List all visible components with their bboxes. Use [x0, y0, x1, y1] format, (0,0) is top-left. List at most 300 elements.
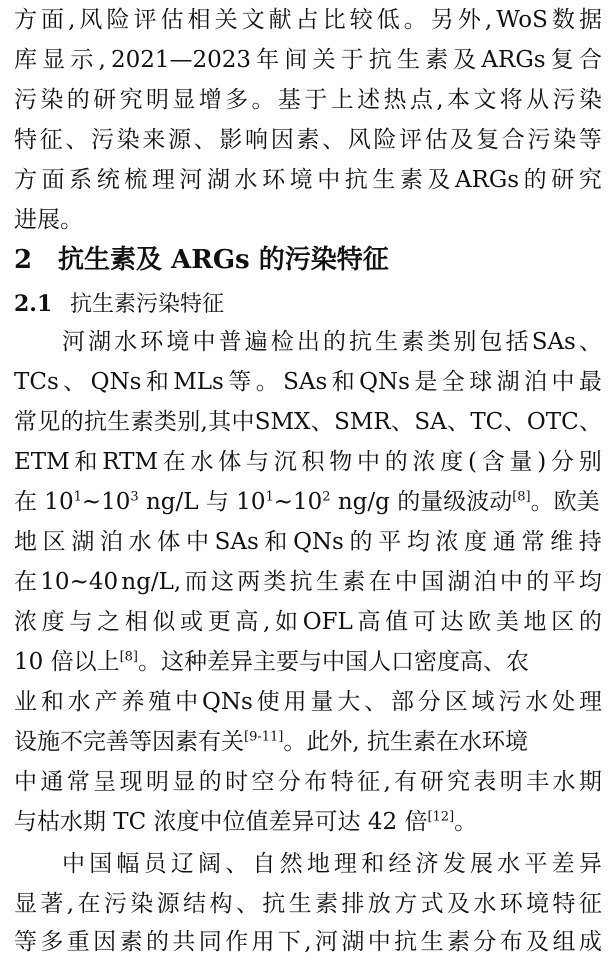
- glyph: 源: [156, 891, 180, 917]
- glyph: ,: [98, 47, 106, 73]
- glyph: 量: [310, 689, 334, 715]
- glyph: 的: [526, 569, 550, 595]
- glyph: 中: [317, 167, 341, 193]
- glyph: 排: [341, 891, 365, 917]
- glyph: SMX: [254, 409, 311, 435]
- glyph: 区: [551, 609, 575, 635]
- glyph: 研: [551, 167, 575, 193]
- glyph: 、: [322, 127, 346, 153]
- glyph: 殖: [148, 689, 172, 715]
- glyph: 的: [578, 609, 602, 635]
- glyph: 增: [198, 87, 222, 113]
- glyph: 员: [143, 851, 167, 877]
- glyph: 污: [527, 127, 551, 153]
- glyph: 污: [91, 127, 115, 153]
- glyph: 境: [289, 167, 313, 193]
- glyph: 检: [270, 329, 294, 355]
- glyph: 素: [296, 127, 320, 153]
- glyph: 来: [142, 127, 166, 153]
- glyph: 产: [94, 689, 118, 715]
- p1-line-1: [62, 322, 602, 362]
- glyph: 国: [89, 851, 113, 877]
- glyph: 、: [235, 891, 259, 917]
- glyph: ): [537, 449, 547, 475]
- glyph: 呈: [93, 769, 117, 795]
- glyph: 度: [440, 449, 464, 475]
- glyph: 文: [473, 87, 497, 113]
- glyph: 空: [251, 769, 275, 795]
- p1-line-9: [14, 642, 529, 682]
- glyph: 基: [277, 87, 301, 113]
- glyph: 点: [409, 87, 433, 113]
- glyph: 期: [578, 769, 602, 795]
- glyph: 、: [503, 409, 527, 435]
- glyph: 平: [552, 569, 576, 595]
- glyph: 估: [424, 127, 448, 153]
- glyph: 泊: [473, 569, 497, 595]
- glyph: 和: [264, 529, 288, 555]
- glyph: 普: [218, 329, 242, 355]
- glyph: 方: [14, 167, 37, 193]
- glyph: 下: [277, 929, 301, 955]
- glyph: 于: [304, 87, 328, 113]
- glyph: 生: [315, 569, 339, 595]
- glyph: 体: [218, 449, 242, 475]
- glyph: SAs: [531, 329, 576, 355]
- glyph: 显: [42, 47, 66, 73]
- glyph: 及: [427, 167, 451, 193]
- section-heading: [14, 238, 389, 282]
- p2-line-1: [62, 844, 602, 884]
- glyph: 间: [284, 47, 308, 73]
- glyph: OFL: [302, 609, 353, 635]
- glyph: SAs: [283, 369, 328, 395]
- intro-line-3: [14, 80, 602, 120]
- glyph: 于: [340, 47, 364, 73]
- text-span: 设施不完善等因素有关: [14, 729, 244, 755]
- glyph: 自: [252, 851, 276, 877]
- glyph: ,: [68, 7, 76, 33]
- glyph: 。: [403, 7, 427, 33]
- glyph: 占: [295, 7, 319, 33]
- glyph: 相: [124, 609, 148, 635]
- glyph: 述: [357, 87, 381, 113]
- glyph: ARGs: [455, 167, 520, 193]
- glyph: 污: [14, 87, 37, 113]
- glyph: SAs: [214, 529, 259, 555]
- glyph: 上: [330, 87, 354, 113]
- section-title: 抗生素及 ARGs 的污染特征: [58, 245, 389, 275]
- glyph: 持: [578, 529, 602, 555]
- p1-line-7: [14, 562, 602, 602]
- glyph: 通: [40, 769, 64, 795]
- glyph: 多: [40, 929, 64, 955]
- glyph: 素: [315, 891, 338, 917]
- glyph: 等: [228, 369, 252, 395]
- glyph: 高: [235, 609, 259, 635]
- glyph: 中: [175, 689, 199, 715]
- p1-line-6: [14, 522, 602, 562]
- glyph: 面: [41, 7, 65, 33]
- text-span: ~10: [81, 489, 131, 515]
- glyph: 显: [14, 891, 37, 917]
- glyph: 地: [523, 609, 547, 635]
- glyph: 湖: [88, 329, 112, 355]
- glyph: 中: [14, 769, 37, 795]
- glyph: 文: [241, 7, 265, 33]
- glyph: (: [468, 449, 477, 475]
- glyph: 方: [14, 7, 37, 33]
- glyph: ARGs: [481, 47, 546, 73]
- glyph: 相: [187, 7, 211, 33]
- glyph: 河: [179, 167, 203, 193]
- citation-ref[interactable]: [8]: [119, 649, 138, 665]
- glyph: 将: [499, 87, 523, 113]
- glyph: 地: [306, 851, 330, 877]
- p1-line-13: [14, 802, 477, 842]
- glyph: 湖: [206, 167, 230, 193]
- glyph: 染: [116, 127, 140, 153]
- glyph: 幅: [116, 851, 140, 877]
- glyph: 素: [425, 47, 449, 73]
- text-span: 。: [454, 809, 478, 835]
- glyph: 水: [473, 891, 497, 917]
- glyph: 评: [133, 7, 157, 33]
- glyph: 抗: [262, 891, 286, 917]
- glyph: 素: [119, 929, 143, 955]
- glyph: 共: [172, 929, 196, 955]
- glyph: 生: [288, 891, 312, 917]
- glyph: 的: [66, 87, 90, 113]
- glyph: 含: [481, 449, 505, 475]
- glyph: 本: [446, 87, 470, 113]
- p1-line-2: [14, 362, 602, 402]
- glyph: 水: [234, 167, 258, 193]
- glyph: 估: [160, 7, 184, 33]
- glyph: 险: [106, 7, 130, 33]
- glyph: 别: [578, 449, 602, 475]
- glyph: 类: [427, 329, 451, 355]
- glyph: 献: [268, 7, 292, 33]
- glyph: 养: [121, 689, 145, 715]
- glyph: 时: [225, 769, 249, 795]
- glyph: 因: [270, 127, 294, 153]
- glyph: 低: [376, 7, 400, 33]
- glyph: 出: [296, 329, 320, 355]
- glyph: 沉: [273, 449, 297, 475]
- glyph: ,: [484, 7, 493, 33]
- p1-line-8: [14, 602, 602, 642]
- glyph: 遍: [244, 329, 268, 355]
- glyph: 河: [62, 329, 85, 355]
- glyph: 究: [446, 769, 470, 795]
- glyph: 特: [330, 769, 354, 795]
- glyph: 中: [357, 449, 380, 475]
- text-span: 在 10: [14, 489, 74, 515]
- glyph: 素: [401, 329, 425, 355]
- glyph: 度: [41, 609, 65, 635]
- glyph: 生: [375, 329, 399, 355]
- glyph: 度: [464, 529, 488, 555]
- glyph: 物: [329, 449, 353, 475]
- glyph: 关: [312, 47, 336, 73]
- glyph: 和: [74, 449, 98, 475]
- glyph: 包: [479, 329, 503, 355]
- superscript: 1: [73, 489, 82, 505]
- glyph: 美: [495, 609, 519, 635]
- glyph: 在: [14, 569, 37, 595]
- intro-line-1: [14, 0, 602, 40]
- glyph: 的: [349, 529, 373, 555]
- glyph: 及: [526, 929, 550, 955]
- glyph: 素: [399, 167, 423, 193]
- glyph: 表: [473, 769, 497, 795]
- glyph: 量: [509, 449, 533, 475]
- glyph: RTM: [102, 449, 158, 475]
- glyph: 梳: [124, 167, 148, 193]
- glyph: QNs: [202, 689, 253, 715]
- glyph: 征: [357, 769, 381, 795]
- intro-line-2: [14, 40, 602, 80]
- glyph: 异: [578, 851, 602, 877]
- citation-ref[interactable]: [9-11]: [244, 729, 284, 745]
- glyph: 因: [93, 929, 117, 955]
- glyph: 、: [579, 409, 602, 435]
- glyph: ,: [436, 87, 444, 113]
- glyph: 大: [337, 689, 361, 715]
- superscript: 2: [322, 489, 331, 505]
- text-span: ng/L 与 10: [138, 489, 266, 515]
- glyph: 、: [193, 127, 217, 153]
- glyph: 抗: [349, 329, 373, 355]
- glyph: 辽: [170, 851, 194, 877]
- glyph: 阔: [198, 851, 222, 877]
- glyph: 水: [497, 851, 521, 877]
- glyph: 比: [322, 7, 346, 33]
- glyph: 区: [444, 689, 468, 715]
- citation-ref[interactable]: [8]: [512, 489, 531, 505]
- glyph: 污: [103, 891, 127, 917]
- glyph: 境: [526, 891, 550, 917]
- text-span: 。欧美: [530, 489, 600, 515]
- glyph: 的: [322, 329, 346, 355]
- glyph: 平: [378, 529, 402, 555]
- text-span: 10 倍以上: [14, 649, 120, 675]
- glyph: 及: [446, 891, 470, 917]
- glyph: 。: [251, 87, 275, 113]
- glyph: 发: [442, 851, 466, 877]
- glyph: 评: [399, 127, 423, 153]
- glyph: 染: [553, 127, 577, 153]
- text-span: ng/g 的量级波动: [330, 489, 513, 515]
- glyph: 平: [524, 851, 548, 877]
- glyph: 征: [39, 127, 63, 153]
- glyph: 复: [550, 47, 574, 73]
- intro-line-5: [14, 160, 602, 200]
- glyph: 部: [390, 689, 414, 715]
- glyph: 丰: [526, 769, 550, 795]
- glyph: 在: [368, 569, 392, 595]
- glyph: 分: [473, 929, 497, 955]
- p1-line-11: [14, 722, 528, 762]
- glyph: 复: [476, 127, 500, 153]
- glyph: ,: [383, 769, 391, 795]
- glyph: SA: [414, 409, 447, 435]
- glyph: 。: [255, 369, 279, 395]
- glyph: 环: [499, 891, 523, 917]
- glyph: ,: [66, 891, 75, 917]
- glyph: QNs: [359, 369, 410, 395]
- glyph: 素: [130, 409, 154, 435]
- p2-line-2: [14, 884, 602, 924]
- glyph: 中: [394, 569, 418, 595]
- glyph: TCs: [14, 369, 59, 395]
- superscript: 1: [265, 489, 274, 505]
- glyph: 、: [364, 689, 388, 715]
- glyph: 抗: [368, 47, 392, 73]
- glyph: 处: [552, 689, 576, 715]
- p1-line-5: [14, 482, 600, 522]
- glyph: 显: [172, 87, 196, 113]
- glyph: 均: [578, 569, 602, 595]
- glyph: 湖: [341, 929, 365, 955]
- glyph: 最: [578, 369, 602, 395]
- glyph: 等: [578, 127, 602, 153]
- glyph: 、: [65, 127, 89, 153]
- glyph: 用: [251, 929, 275, 955]
- glyph: 作: [225, 929, 249, 955]
- glyph: 、: [447, 409, 470, 435]
- glyph: 统: [96, 167, 120, 193]
- glyph: 生: [396, 47, 420, 73]
- glyph: 多: [225, 87, 249, 113]
- glyph: 维: [550, 529, 574, 555]
- glyph: 式: [420, 891, 444, 917]
- glyph: 示: [70, 47, 94, 73]
- glyph: ,: [304, 929, 312, 955]
- glyph: 分: [417, 689, 441, 715]
- glyph: 热: [383, 87, 407, 113]
- glyph: 展: [470, 851, 494, 877]
- glyph: 合: [501, 127, 525, 153]
- text-span: ~10: [273, 489, 323, 515]
- glyph: 结: [183, 891, 207, 917]
- glyph: 经: [388, 851, 412, 877]
- glyph: ETM: [14, 449, 70, 475]
- glyph: 特: [552, 891, 576, 917]
- glyph: 源: [168, 127, 192, 153]
- glyph: 染: [40, 87, 64, 113]
- glyph: 环: [140, 329, 164, 355]
- glyph: 境: [166, 329, 190, 355]
- glyph: 和: [361, 851, 385, 877]
- glyph: 达: [440, 609, 464, 635]
- glyph: 库: [14, 47, 37, 73]
- p1-line-12: [14, 762, 602, 802]
- glyph: 水: [67, 689, 91, 715]
- glyph: 布: [499, 929, 523, 955]
- subsection-title: 抗生素污染特征: [70, 292, 225, 317]
- glyph: 、: [225, 851, 249, 877]
- glyph: 这: [210, 569, 234, 595]
- glyph: 似: [152, 609, 176, 635]
- glyph: 风: [347, 127, 371, 153]
- glyph: 中: [185, 529, 209, 555]
- glyph: 2021—2023: [110, 47, 252, 73]
- glyph: 可: [412, 609, 436, 635]
- glyph: 关: [214, 7, 238, 33]
- glyph: 全: [441, 369, 465, 395]
- glyph: 球: [469, 369, 493, 395]
- citation-ref[interactable]: [12]: [427, 809, 455, 825]
- glyph: 及: [453, 47, 477, 73]
- glyph: QNs: [90, 369, 142, 395]
- p1-line-10: [14, 682, 602, 722]
- glyph: MLs: [173, 369, 224, 395]
- glyph: 理: [578, 689, 602, 715]
- glyph: 年: [256, 47, 280, 73]
- glyph: 浓: [412, 449, 436, 475]
- glyph: 别: [177, 409, 201, 435]
- glyph: 的: [60, 409, 84, 435]
- glyph: 欧: [468, 609, 492, 635]
- glyph: 理: [334, 851, 358, 877]
- glyph: 生: [372, 167, 396, 193]
- glyph: 常: [521, 529, 545, 555]
- glyph: ,: [263, 609, 271, 635]
- glyph: 中: [551, 369, 575, 395]
- glyph: 水: [525, 689, 549, 715]
- glyph: 浓: [435, 529, 459, 555]
- glyph: 济: [415, 851, 439, 877]
- glyph: 抗: [394, 929, 418, 955]
- glyph: 水: [190, 449, 214, 475]
- glyph: 积: [301, 449, 325, 475]
- glyph: WoS: [496, 7, 548, 33]
- glyph: 抗: [289, 569, 313, 595]
- glyph: 是: [414, 369, 438, 395]
- glyph: 业: [14, 689, 37, 715]
- glyph: 征: [578, 891, 602, 917]
- glyph: 系: [69, 167, 93, 193]
- glyph: 湖: [496, 369, 520, 395]
- glyph: 均: [406, 529, 430, 555]
- glyph: 素: [342, 569, 366, 595]
- glyph: 素: [446, 929, 470, 955]
- glyph: 的: [523, 167, 547, 193]
- glyph: 有: [394, 769, 418, 795]
- glyph: TC: [470, 409, 504, 435]
- glyph: 别: [453, 329, 477, 355]
- glyph: 、: [63, 369, 87, 395]
- glyph: 或: [180, 609, 204, 635]
- text-span: 。这种差异主要与中国人口密度高、农: [138, 649, 529, 675]
- glyph: 明: [145, 769, 169, 795]
- glyph: 、: [310, 409, 334, 435]
- glyph: 类: [153, 409, 177, 435]
- glyph: 明: [499, 769, 523, 795]
- p1-line-3: [14, 402, 602, 442]
- glyph: 生: [107, 409, 131, 435]
- glyph: 和: [331, 369, 355, 395]
- glyph: 重: [66, 929, 90, 955]
- glyph: 特: [14, 127, 37, 153]
- glyph: 水: [552, 769, 576, 795]
- glyph: 泊: [524, 369, 548, 395]
- glyph: 布: [304, 769, 328, 795]
- glyph: 分: [550, 449, 574, 475]
- glyph: 理: [151, 167, 175, 193]
